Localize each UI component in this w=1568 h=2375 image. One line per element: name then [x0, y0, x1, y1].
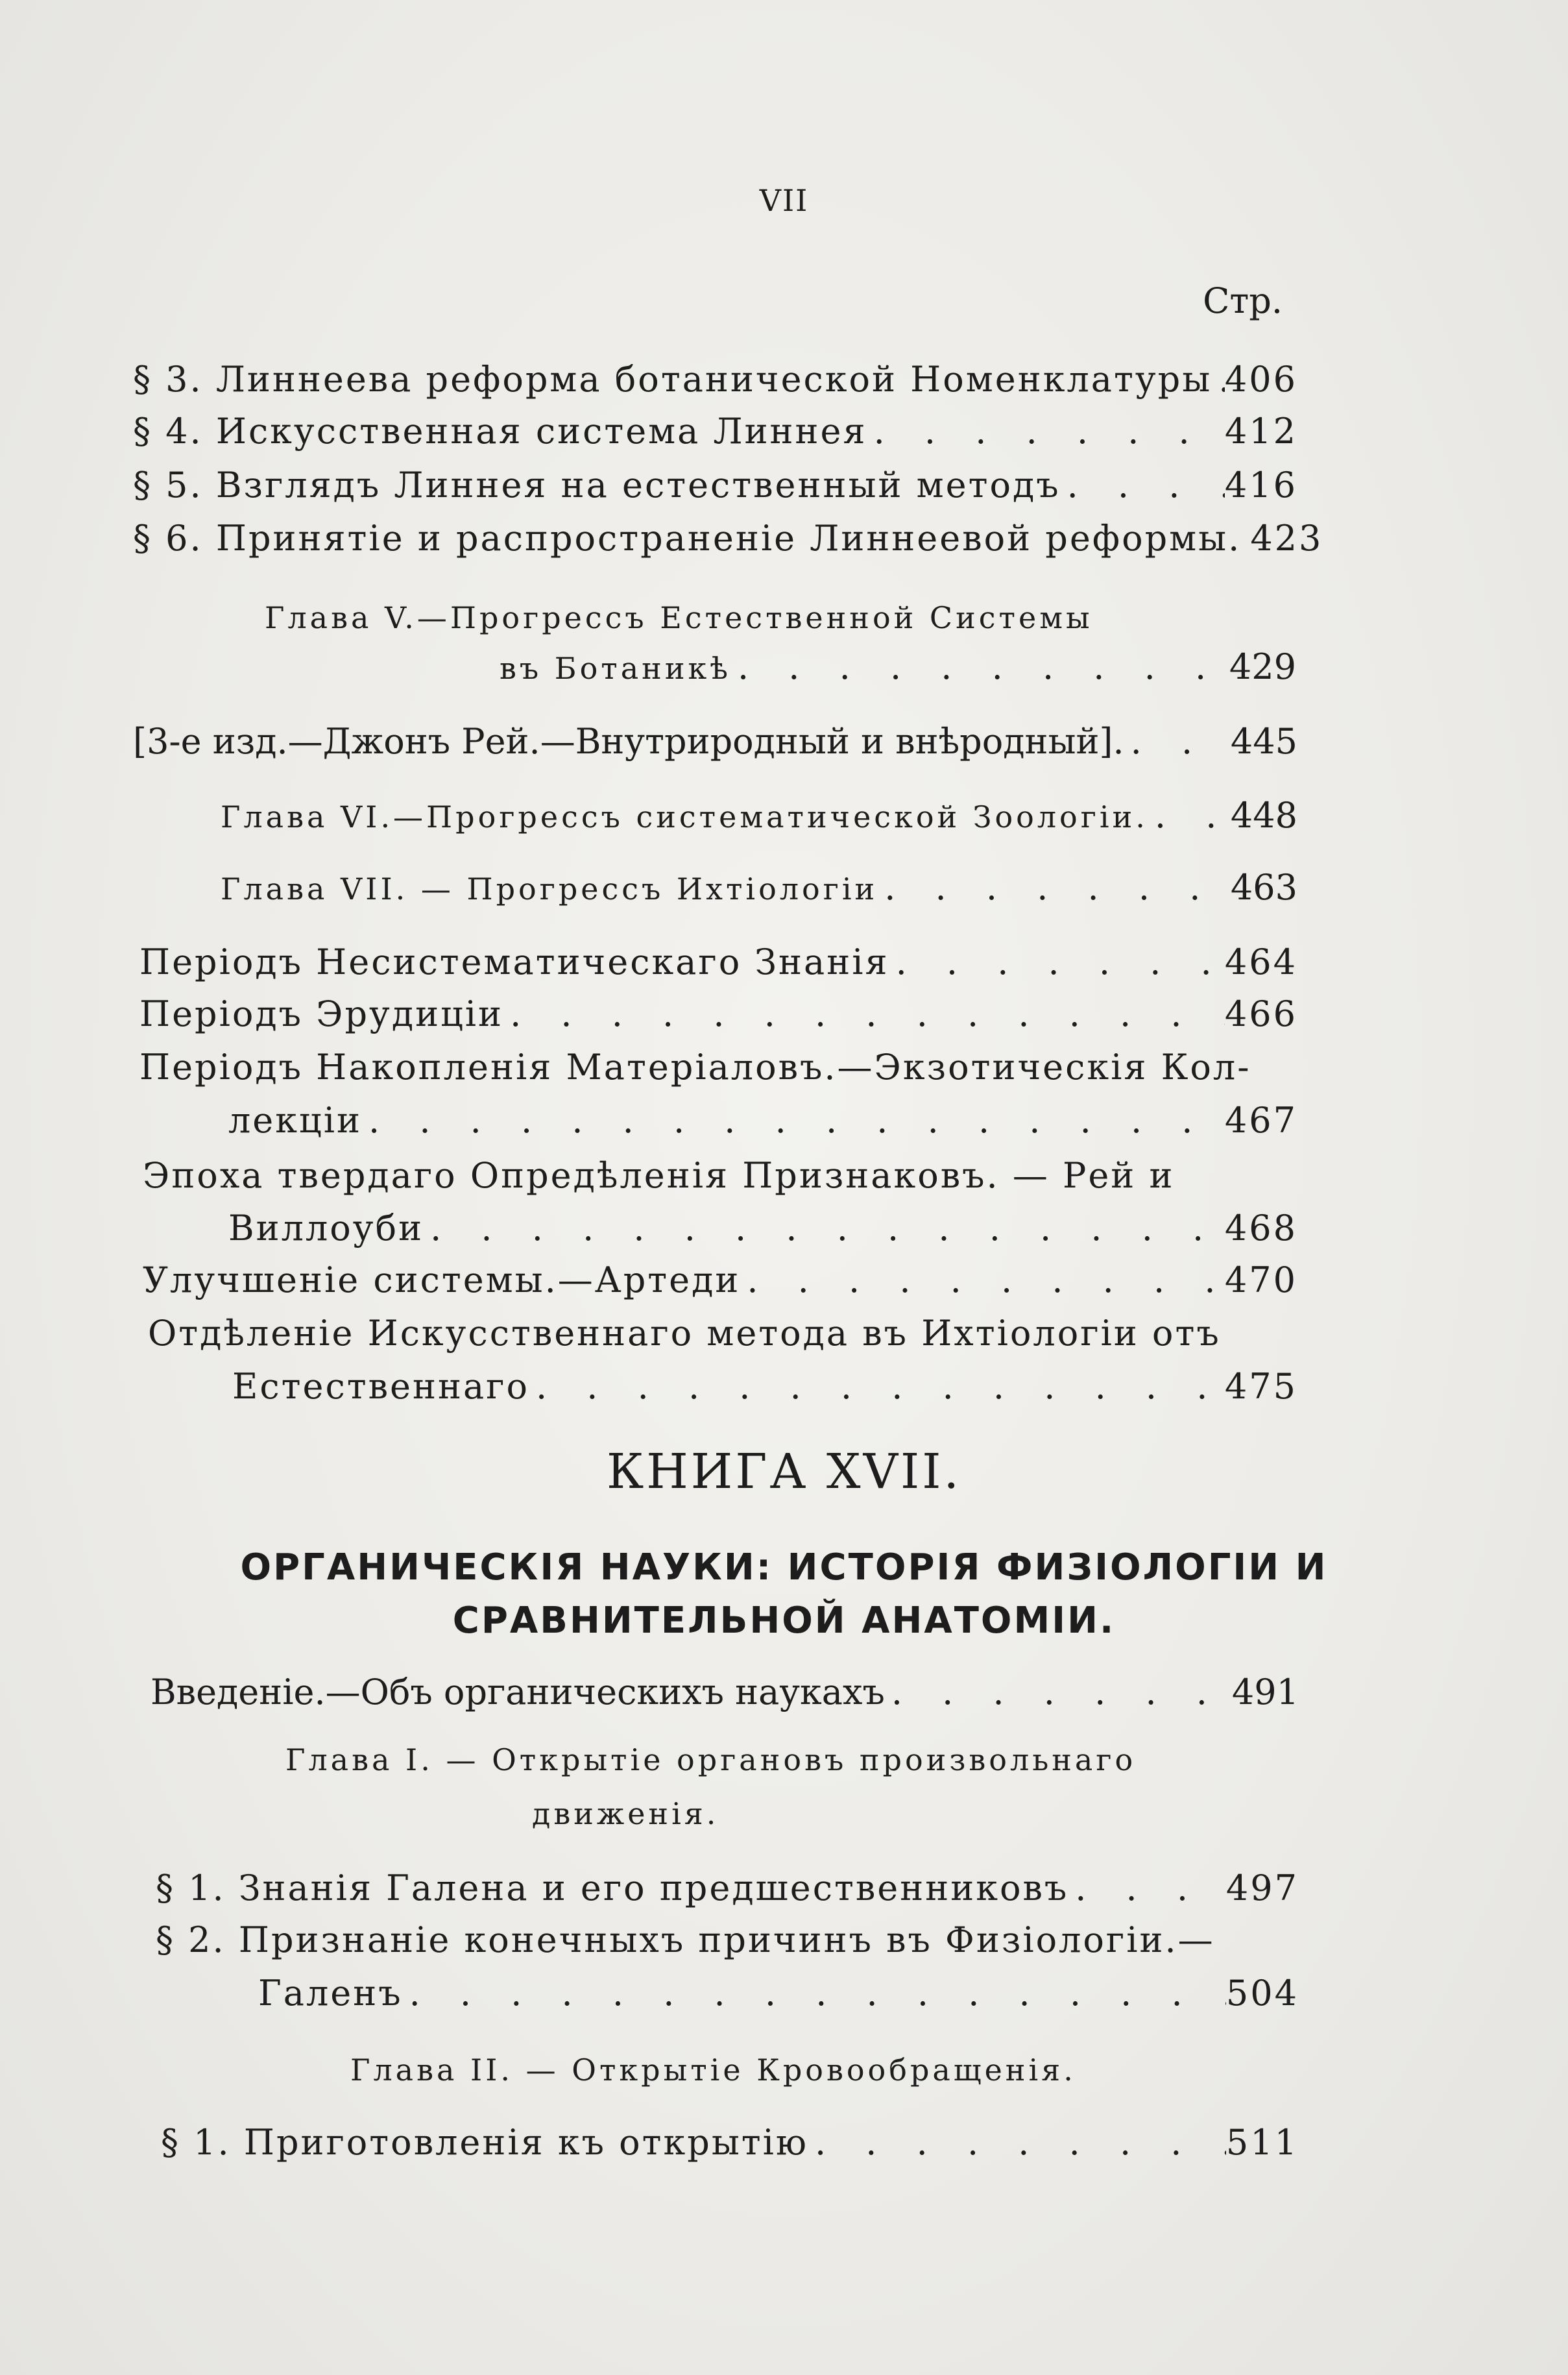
toc-entry: Періодъ Эрудиціи . . . 466 — [139, 988, 1297, 1040]
chapter-heading: Глава I. — Открытіе органовъ произвольнаго — [285, 1742, 1137, 1777]
chapter-heading: движенія. — [532, 1796, 719, 1831]
toc-entry: Глава VII. — Прогрессъ Ихтіологіи . . . 463 — [221, 862, 1297, 914]
toc-entry: лекціи . . . 467 — [228, 1095, 1297, 1147]
chapter-heading: Глава V.—Прогрессъ Естественной Системы — [265, 600, 1093, 635]
toc-entry: Улучшеніе системы.—Артеди . . . 470 — [143, 1254, 1297, 1306]
toc-entry-line: Эпоха твердаго Опредѣленія Признаковъ. — Рей и — [143, 1155, 1175, 1196]
section-heading: СРАВНИТЕЛЬНОЙ АНАТОМІИ. — [452, 1600, 1116, 1642]
toc-entry: Виллоуби . . . 468 — [228, 1202, 1297, 1254]
book-title: КНИГА XVII. — [606, 1444, 961, 1500]
toc-entry: § 6. Принятіе и распространеніе Линнеевой реформы. . . . 423 — [133, 513, 1297, 565]
toc-entry-line: Періодъ Накопленія Матеріаловъ.—Экзотическія Кол- — [139, 1047, 1251, 1088]
toc-entry: [3-е изд.—Джонъ Рей.—Внутриродный и внѣродный]. . . . 445 — [133, 716, 1297, 768]
toc-entry: Періодъ Несистематическаго Знанія . . . 464 — [139, 936, 1297, 988]
toc-entry: Глава VI.—Прогрессъ систематической Зоологіи. . . . 448 — [221, 790, 1297, 842]
toc-entry-line: § 2. Признаніе конечныхъ причинъ въ Физіологіи.— — [156, 1919, 1215, 1960]
toc-entry: § 1. Знанія Галена и его предшественниковъ . . . 497 — [156, 1862, 1299, 1914]
toc-entry: § 1. Приготовленія къ открытію . . . 511 — [161, 2117, 1299, 2169]
toc-entry: Естественнаго . . . 475 — [232, 1361, 1297, 1413]
toc-entry: § 4. Искусственная система Линнея . . . 412 — [133, 406, 1297, 457]
toc-entry: Введеніе.—Объ органическихъ наукахъ . . . 491 — [151, 1666, 1299, 1718]
section-heading: ОРГАНИЧЕСКІЯ НАУКИ: ИСТОРІЯ ФИЗІОЛОГІИ И — [240, 1546, 1328, 1589]
chapter-heading: Глава II. — Открытіе Кровообращенія. — [350, 2052, 1076, 2088]
toc-entry: Галенъ . . . 504 — [258, 1967, 1299, 2019]
toc-entry: § 5. Взглядъ Линнея на естественный методъ . . . 416 — [133, 459, 1297, 511]
toc-entry: § 3. Линнеева реформа ботанической Номенклатуры . . . 406 — [133, 354, 1297, 406]
page-number: VII — [759, 183, 809, 218]
page-column-label: Стр. — [1203, 280, 1283, 321]
toc-entry: въ Ботаникѣ . . . 429 — [500, 641, 1296, 693]
toc-entry-line: Отдѣленіе Искусственнаго метода въ Ихтіологіи отъ — [148, 1313, 1221, 1354]
